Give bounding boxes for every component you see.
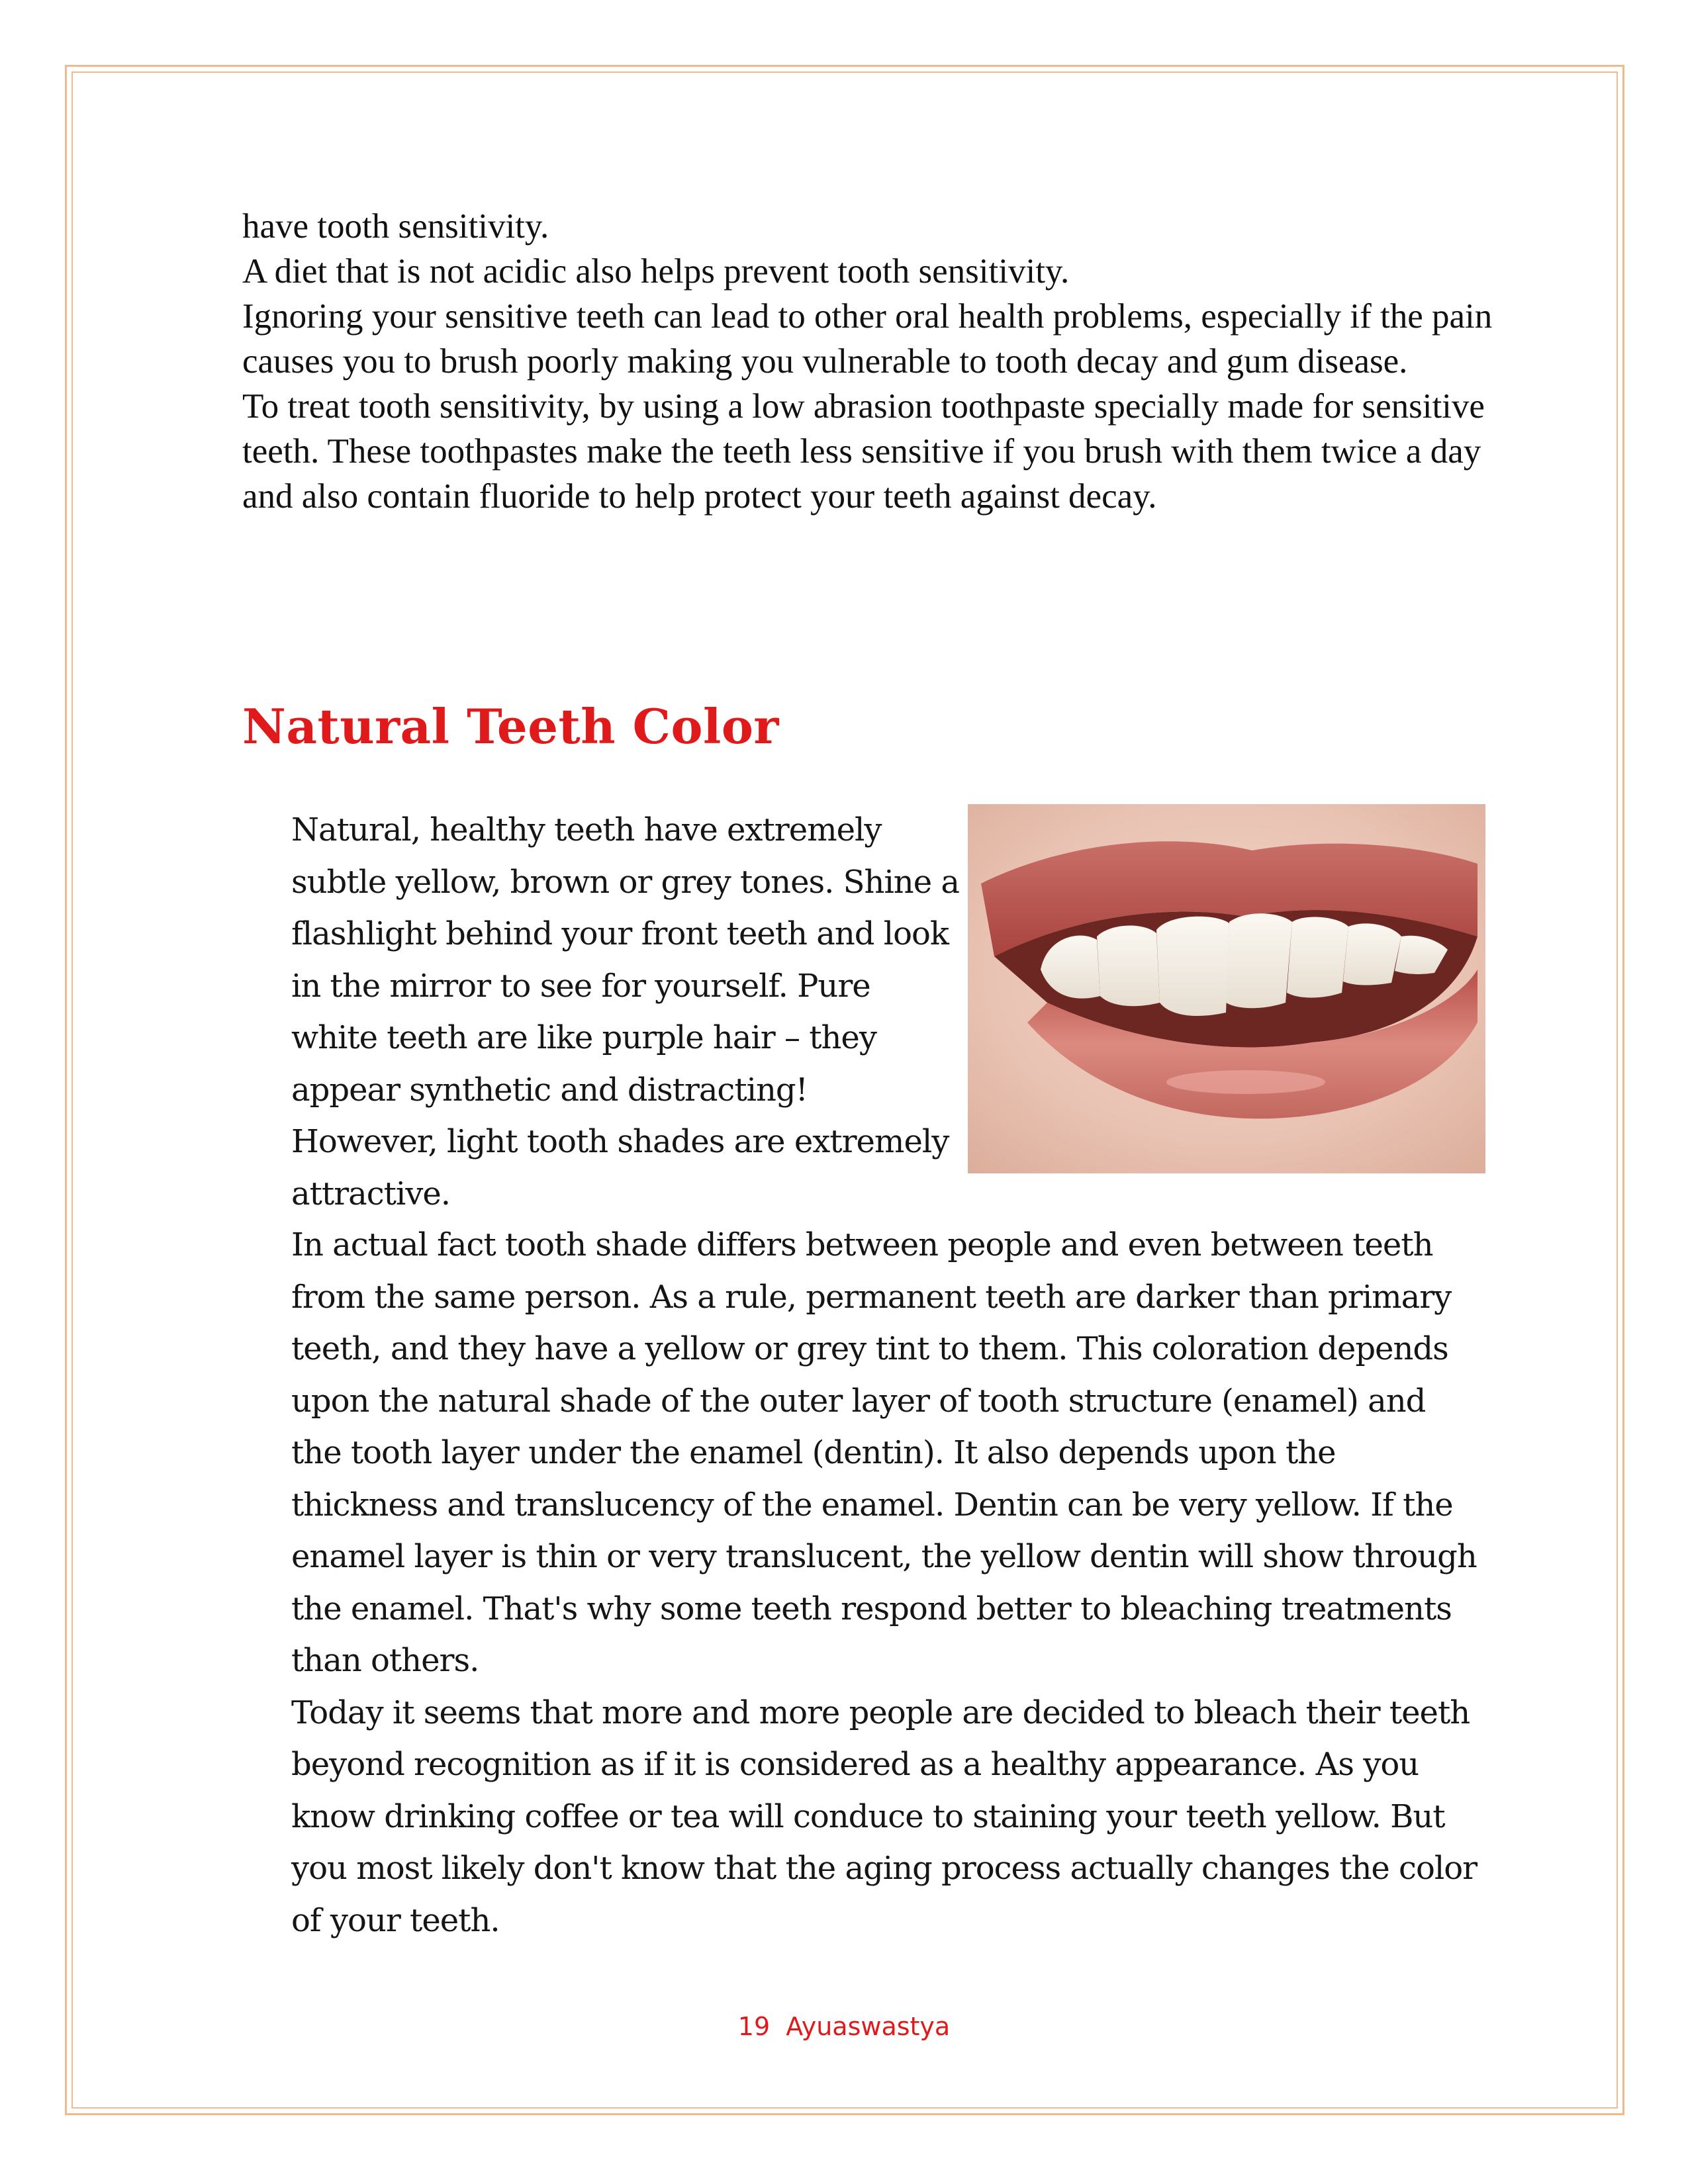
body-text: [291, 1219, 1483, 1946]
section-heading: Natural Teeth Color: [242, 698, 779, 754]
paragraph: To treat tooth sensitivity, by using a low abrasion toothpaste specially made for sensitive teeth. These toothpastes make the teeth less sensitive if you brush with them twice a day and also contain fluoride to help protect your teeth against decay.: [242, 387, 1485, 516]
publication-name: Ayuaswastya: [786, 2012, 951, 2041]
paragraph: Today it seems that more and more people are decided to bleach their teeth beyond recognition as if it is considered as a healthy appearance. As you know drinking coffee or tea will conduce to staining your teeth yellow. But you most likely don't know that the aging process actually changes the color of your teeth.: [291, 1694, 1477, 1939]
paragraph: Ignoring your sensitive teeth can lead to other oral health problems, especially if the pain causes you to brush poorly making you vulnerable to tooth decay and gum disease.: [242, 297, 1493, 381]
paragraph: A diet that is not acidic also helps prevent tooth sensitivity.: [242, 252, 1070, 291]
smile-photo-icon: [968, 804, 1485, 1173]
page-footer: [0, 2012, 1688, 2041]
page-number: 19: [737, 2012, 771, 2041]
paragraph: Natural, healthy teeth have extremely subtle yellow, brown or grey tones. Shine a flashlight behind your front teeth and look in the mirror to see for yourself. Pure white teeth are like purple hair – they appear synthetic and distracting! However, light tooth shades are extremely attractive.: [291, 811, 959, 1212]
paragraph: In actual fact tooth shade differs between people and even between teeth from the same person. As a rule, permanent teeth are darker than primary teeth, and they have a yellow or grey tint to them. This coloration depends upon the natural shade of the outer layer of tooth structure (enamel) and the tooth layer under the enamel (dentin). It also depends upon the thickness and translucency of the enamel. Dentin can be very yellow. If the enamel layer is thin or very translucent, the yellow dentin will show through the enamel. That's why some teeth respond better to bleaching treatments than others.: [291, 1226, 1477, 1679]
paragraph: have tooth sensitivity.: [242, 207, 549, 246]
top-text-block: [242, 204, 1500, 519]
intro-text: [291, 804, 960, 1220]
smile-photo: [968, 804, 1485, 1173]
